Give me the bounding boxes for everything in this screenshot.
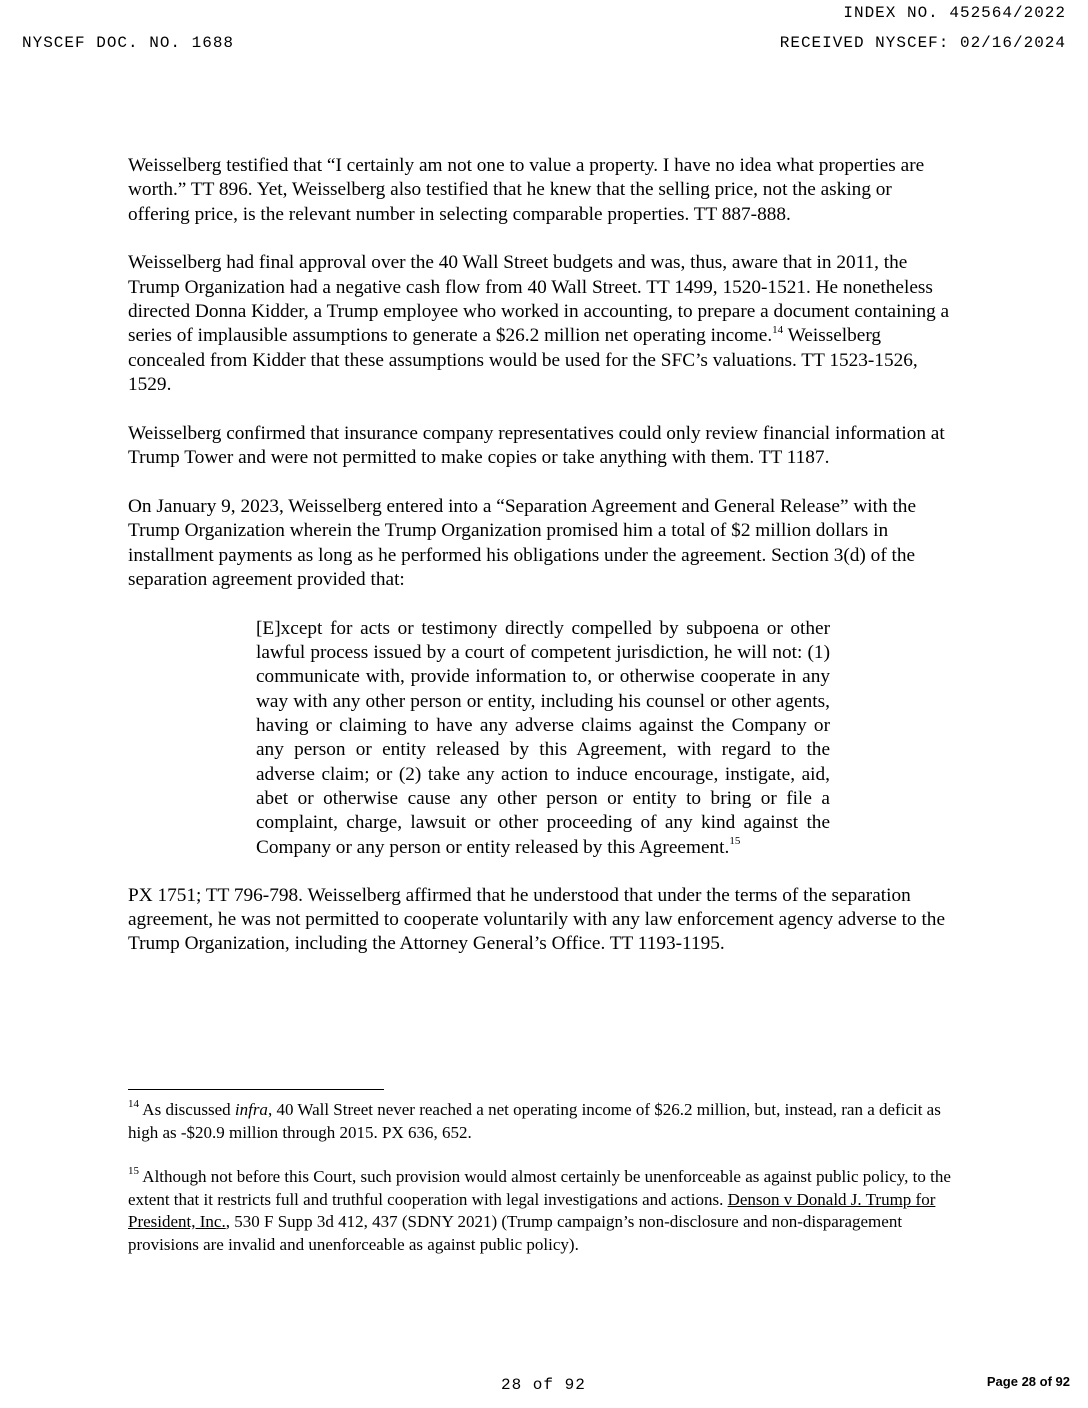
footnote-15-text-b: , 530 F Supp 3d 412, 437 (SDNY 2021) (Trump campaign’s non-disclosure and non-disparagement provisions are invalid and unenforceable as against public policy). <box>128 1212 903 1254</box>
paragraph-4: On January 9, 2023, Weisselberg entered into a “Separation Agreement and General Release” with the Trump Organization wherein the Trump Organization promised him a total of $2 million dollars in installment payments as long as he performed his obligations under the agreement. Section 3(d) of the separation agreement provided that: <box>128 496 916 590</box>
footnote-15-case-citation: Denson v Donald J. Trump for President, Inc. <box>128 1189 936 1231</box>
block-quote-text: [E]xcept for acts or testimony directly compelled by subpoena or other lawful process issued by a court of competent jurisdiction, he will not: (1) communicate with, provide information to, or otherwise cooperate in any way with any other person or entity, including his counsel or other agents, having or claiming to have any adverse claims against the Company or any person or entity released by this Agreement, with regard to the adverse claim; or (2) take any action to induce encourage, instigate, aid, abet or otherwise cause any other person or entity to bring or file a complaint, charge, lawsuit or other proceeding of any kind against the Company or any person or entity released by this Agreement. <box>256 617 830 858</box>
doc-number: NYSCEF DOC. NO. 1688 <box>22 34 235 52</box>
page-number-box: Page 28 of 92 <box>986 1374 1070 1389</box>
paragraph-2-text-a: Weisselberg had final approval over the 40 Wall Street budgets and was, thus, aware that in 2011, the Trump Organization had a negative cash flow from 40 Wall Street. TT 1499, 1520-1521. He nonetheless directed Donna Kidder, a Trump employee who worked in accounting, to prepare a document containing a series of implausible assumptions to generate a $26.2 million net operating income. <box>128 252 950 347</box>
footnote-14-text-b: , 40 Wall Street never reached a net operating income of $26.2 million, but, instead, ran a deficit as high as -$20.9 million through 2015. PX 636, 652. <box>128 1100 941 1142</box>
index-number: INDEX NO. 452564/2022 <box>843 4 1066 22</box>
footnote-14 <box>128 1099 958 1144</box>
main-body <box>128 154 958 981</box>
paragraph-2 <box>128 251 958 397</box>
page-number-center: 28 of 92 <box>501 1376 586 1394</box>
received-date: RECEIVED NYSCEF: 02/16/2024 <box>779 34 1066 52</box>
paragraph-3: Weisselberg confirmed that insurance company representatives could only review financial information at Trump Tower and were not permitted to make copies or take anything with them. TT 1187. <box>128 422 945 469</box>
footnote-ref-14: 14 <box>772 323 784 336</box>
footnote-15 <box>128 1166 958 1256</box>
footnote-15-text-a: Although not before this Court, such provision would almost certainly be unenforceable as against public policy, to the extent that it restricts full and truthful cooperation with legal investigations and actions. <box>128 1167 951 1209</box>
footnote-14-text-a: As discussed <box>139 1100 235 1119</box>
paragraph-1: Weisselberg testified that “I certainly am not one to value a property. I have no idea what properties are worth.” TT 896. Yet, Weisselberg also testified that he knew that the selling price, not the asking or offering price, is the relevant number in selecting comparable properties. TT 887-888. <box>128 155 925 225</box>
paragraph-2-text-b: Weisselberg concealed from Kidder that these assumptions would be used for the SFC’s valuations. TT 1523-1526, 1529. <box>128 325 918 395</box>
footnote-separator <box>128 1089 384 1090</box>
footnotes <box>128 1099 958 1256</box>
footnote-ref-15: 15 <box>729 835 741 848</box>
block-quote <box>256 617 830 860</box>
footnote-14-mark: 14 <box>128 1098 139 1111</box>
paragraph-5: PX 1751; TT 796-798. Weisselberg affirmed that he understood that under the terms of the separation agreement, he was not permitted to cooperate voluntarily with any law enforcement agency adverse to the Trump Organization, including the Attorney General’s Office. TT 1193-1195. <box>128 884 945 955</box>
footnote-14-italic: infra <box>234 1100 268 1119</box>
footnote-15-mark: 15 <box>128 1165 139 1178</box>
